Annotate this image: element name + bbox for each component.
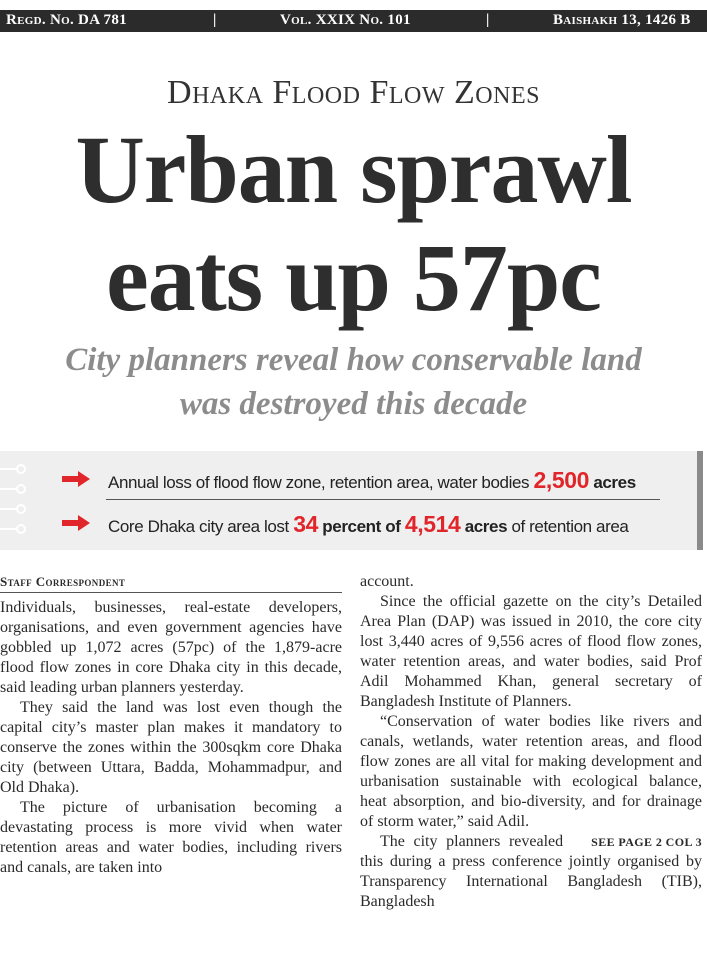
headline-line-2: eats up 57pc xyxy=(106,224,601,331)
masthead-separator: | xyxy=(213,12,217,28)
masthead-separator: | xyxy=(486,12,490,28)
annual-loss-figure: 2,500 xyxy=(533,467,589,493)
byline: Staff Correspondent xyxy=(0,572,342,593)
masthead-bar xyxy=(0,10,707,32)
highlights-box xyxy=(0,451,703,550)
article-paragraph: The picture of urbanisation becoming a devastating process is more vivid when water retention areas and water bodies, including rivers and canals, are taken into xyxy=(0,799,342,876)
arrow-right-icon xyxy=(62,471,90,487)
headline xyxy=(0,116,707,332)
article-paragraph: Since the official gazette on the city’s Detailed Area Plan (DAP) was issued in 2010, the core city lost 3,440 acres of 9,556 acres of flood flow zones, water retention areas, and water bodies, said Prof Adil Mohammed Khan, general secretary of Bangladesh Institute of Planners. xyxy=(360,593,702,710)
registration-number: Regd. No. DA 781 xyxy=(6,12,127,28)
article-paragraph: “Conservation of water bodies like rivers and canals, wetlands, water retention areas, and flood flow zones are all vital for making development and urbanisation sustainable with ecological balance, heat absorption, and bio-diversity, and for drainage of storm water,” said Adil. xyxy=(360,713,702,830)
highlight-annual-loss xyxy=(62,463,662,497)
deck-line-2: was destroyed this decade xyxy=(179,386,528,422)
deck-subheadline xyxy=(0,338,707,426)
article-column-left xyxy=(0,572,342,878)
continuation-link[interactable]: SEE PAGE 2 COL 3 xyxy=(591,835,702,849)
article-paragraph-last: SEE PAGE 2 COL 3 The city planners revealed this during a press conference jointly organised by Transparency International Bangladesh (TIB), Bangladesh xyxy=(360,833,702,910)
highlight-core-area-loss xyxy=(62,507,662,541)
highlight-text: Core Dhaka city area lost 34 percent of 4,514 acres of retention area xyxy=(108,511,629,537)
arrow-right-icon xyxy=(62,515,90,531)
percent-lost-figure: 34 xyxy=(293,511,318,537)
article-paragraph: account. xyxy=(360,573,414,590)
article-paragraph: Individuals, businesses, real-estate developers, organisations, and even government agencies have gobbled up 1,072 acres (57pc) of the 1,879-acre flood flow zones in core Dhaka city in this decade, said leading urban planners yesterday. xyxy=(0,599,342,696)
circuit-dots-decoration xyxy=(0,459,30,539)
retention-area-figure: 4,514 xyxy=(404,511,461,537)
highlight-divider xyxy=(106,499,660,500)
story-kicker: Dhaka Flood Flow Zones xyxy=(167,74,540,111)
highlight-text: Annual loss of flood flow zone, retention area, water bodies 2,500 acres xyxy=(108,467,636,493)
deck-line-1: City planners reveal how conservable land xyxy=(65,342,642,378)
article-paragraph: They said the land was lost even though the capital city’s master plan makes it mandatory to conserve the zones within the 300sqkm core Dhaka city (between Uttara, Badda, Mohammadpur, and Old Dhaka). xyxy=(0,699,342,796)
headline-line-1: Urban sprawl xyxy=(75,116,632,223)
volume-number: Vol. XXIX No. 101 xyxy=(280,12,411,28)
issue-date: Baishakh 13, 1426 B xyxy=(553,12,691,28)
article-column-right xyxy=(360,572,702,912)
